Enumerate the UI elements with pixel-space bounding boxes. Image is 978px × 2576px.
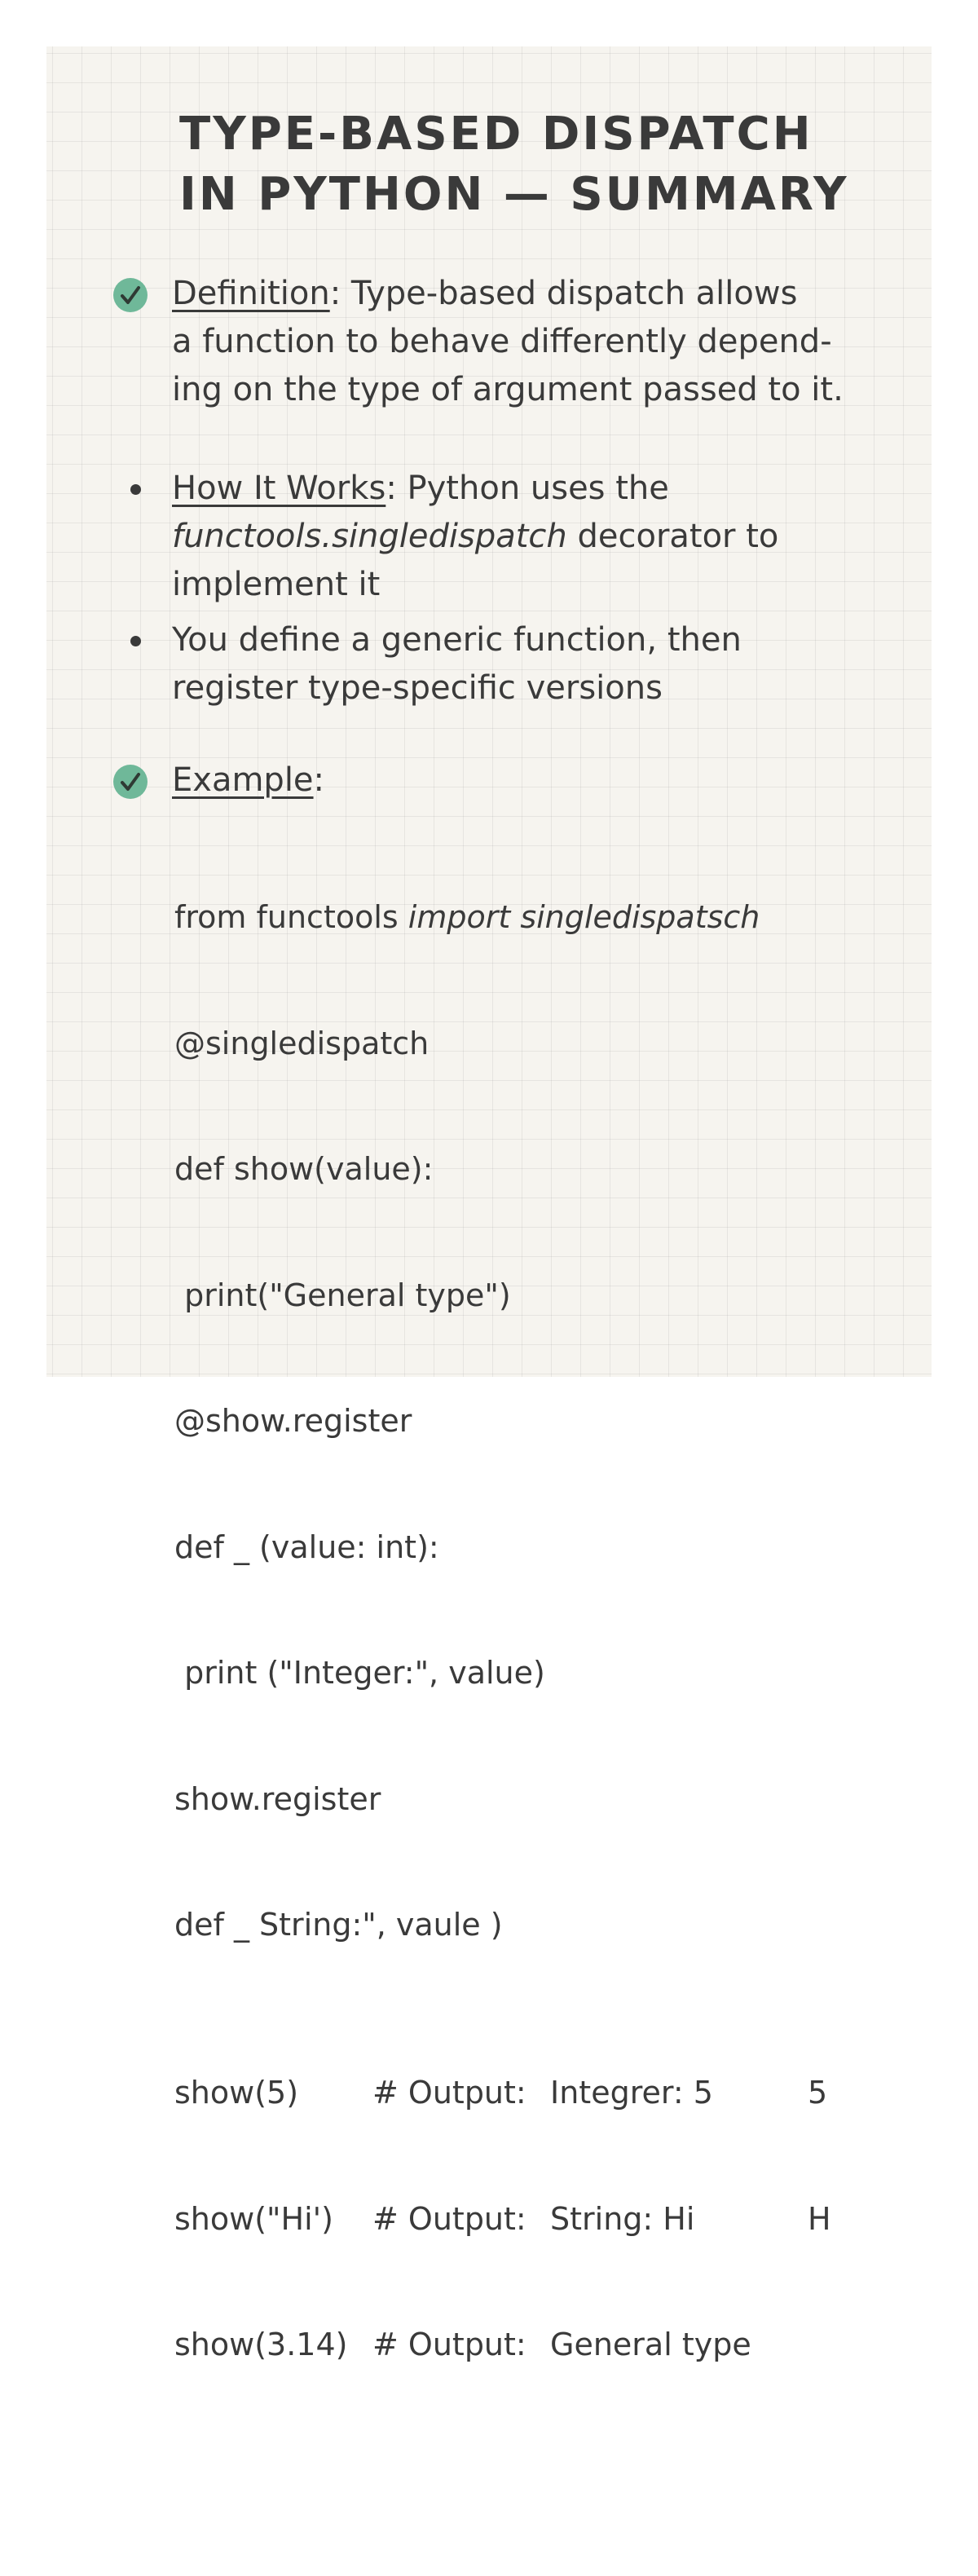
output-row — [174, 2199, 831, 2241]
generic-function-paragraph — [172, 616, 742, 712]
code-line-register: @show.register — [174, 1403, 412, 1439]
code-line-print-integer: print ("Integer:", value) — [174, 1655, 545, 1691]
example-heading — [172, 756, 324, 805]
functools-singledispatch-text: functools.singledispatch — [172, 518, 567, 555]
definition-line-3: ing on the type of argument passed to it. — [172, 371, 844, 408]
definition-line-2: a function to behave differently depend- — [172, 323, 832, 360]
definition-colon: : — [329, 275, 341, 312]
how-it-works-label: How It Works — [172, 470, 386, 507]
definition-label: Definition — [172, 275, 330, 312]
how-it-works-line-1 — [172, 465, 778, 513]
output-comment: # Output: — [372, 2200, 526, 2237]
output-result: General type — [550, 2327, 751, 2362]
output-comment: # Output: — [372, 2075, 526, 2111]
output-result: Integrer: 5 — [550, 2075, 713, 2111]
output-call: show(5) — [174, 2075, 299, 2111]
bullet2-line-2: register type-specific versions — [172, 669, 663, 707]
code-example — [174, 813, 831, 2408]
output-call: show(3.14) — [174, 2327, 348, 2362]
code-line-def-string: def _ String:", vaule ) — [174, 1907, 503, 1943]
how-it-works-line-1-text: Python uses the — [396, 470, 669, 507]
title-line-2: IN PYTHON — SUMMARY — [179, 168, 849, 221]
code-line-import — [174, 897, 760, 939]
output-call: show("Hi') — [174, 2200, 333, 2237]
code-line-register-2: show.register — [174, 1780, 381, 1817]
check-circle-icon — [113, 765, 148, 799]
page-title — [179, 104, 849, 225]
definition-line-1-text: Type-based dispatch allows — [341, 275, 798, 312]
output-result: String: Hi — [550, 2200, 695, 2237]
how-it-works-line-2-text: decorator to — [566, 518, 779, 555]
how-it-works-line-3: implement it — [172, 566, 381, 603]
output-comment: # Output: — [372, 2327, 526, 2362]
code-line-decorator: @singledispatch — [174, 1025, 430, 1061]
code-line-print-general: print("General type") — [174, 1277, 511, 1313]
how-it-works-paragraph — [172, 465, 778, 609]
bullet2-line-1: You define a generic function, then — [172, 621, 742, 659]
bullet-dot — [130, 636, 141, 646]
code-line-def-show: def show(value): — [174, 1151, 434, 1187]
definition-line-1 — [172, 270, 844, 318]
title-line-1: TYPE-BASED DISPATCH — [179, 108, 813, 161]
example-label: Example — [172, 761, 314, 799]
output-row — [174, 2324, 760, 2366]
bullet-dot — [130, 484, 141, 495]
example-colon: : — [313, 761, 325, 799]
check-circle-icon — [113, 278, 148, 312]
how-it-works-line-2 — [172, 513, 778, 561]
definition-paragraph — [172, 270, 844, 414]
code-import-plain: from functools — [174, 899, 408, 935]
output-extra: 5 — [808, 2075, 828, 2111]
output-row — [174, 2072, 828, 2115]
code-import-italic: import singledispatsch — [408, 899, 760, 935]
how-it-works-colon: : — [385, 470, 397, 507]
output-extra: H — [808, 2200, 831, 2237]
example-heading-line — [172, 756, 324, 805]
code-line-def-int: def _ (value: int): — [174, 1528, 439, 1565]
